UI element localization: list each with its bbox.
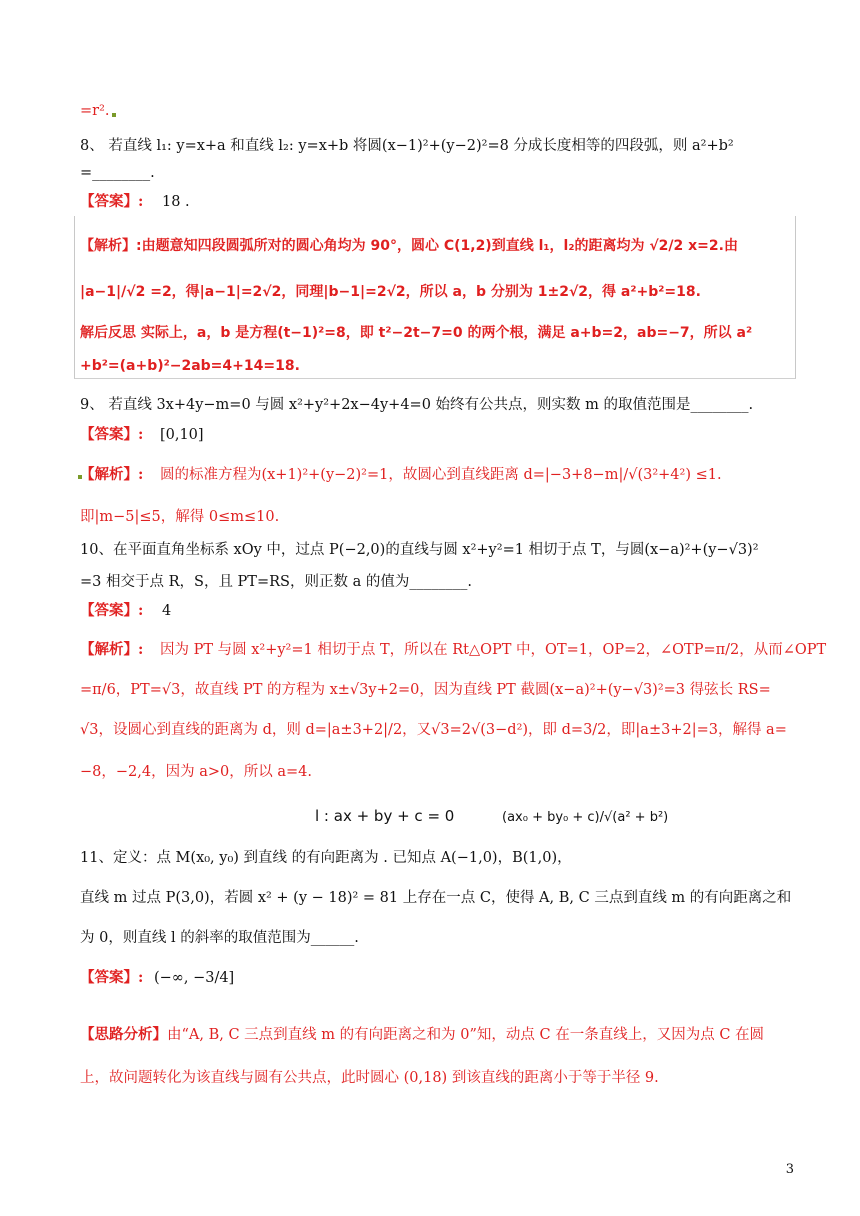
answer-11 bbox=[80, 968, 800, 988]
analysis-label: 【解析】: bbox=[80, 641, 144, 658]
analysis-10-line-2: =π/6，PT=√3，故直线 PT 的方程为 x±√3y+2=0，因为直线 PT 截圆(x−a)²+(y−√3)²=3 得弦长 RS= bbox=[80, 682, 771, 698]
page-number: 3 bbox=[785, 1162, 794, 1177]
analysis-8-line-4: +b²=(a+b)²−2ab=4+14=18. bbox=[80, 358, 300, 374]
green-dot-marker bbox=[112, 113, 116, 117]
analysis-text: 圆的标准方程为(x+1)²+(y−2)²=1，故圆心到直线距离 d=|−3+8−m|/√(3²+4²) ≤1. bbox=[159, 467, 722, 483]
analysis-8-line-3: 解后反思 实际上，a，b 是方程(t−1)²=8，即 t²−2t−7=0 的两个根，满足 a+b=2，ab=−7，所以 a² bbox=[80, 325, 753, 341]
line-equation-formula: l : ax + by + c = 0 bbox=[315, 807, 455, 825]
directed-distance-formula: (ax₀ + by₀ + c)/√(a² + b²) bbox=[502, 810, 669, 825]
analysis-10-line-4: −8，−2,4，因为 a>0，所以 a=4. bbox=[80, 764, 312, 780]
question-9: 9、 若直线 3x+4y−m=0 与圆 x²+y²+2x−4y+4=0 始终有公共点，则实数 m 的取值范围是________. bbox=[80, 397, 754, 413]
analysis-text: 因为 PT 与圆 x²+y²=1 相切于点 T，所以在 Rt△OPT 中，OT=1，OP=2，∠OTP=π/2，从而∠OPT bbox=[159, 642, 827, 658]
analysis-10-line-3: √3，设圆心到直线的距离为 d，则 d=|a±3+2|/2，又√3=2√(3−d²)，即 d=3/2，即|a±3+2|=3，解得 a= bbox=[80, 722, 787, 738]
question-10-line-2: =3 相交于点 R，S，且 PT=RS，则正数 a 的值为________. bbox=[80, 574, 472, 590]
answer-label: 【答案】: bbox=[80, 426, 144, 443]
analysis-11-line-2: 上，故问题转化为该直线与圆有公共点，此时圆心 (0,18) 到该直线的距离小于等于半径 9. bbox=[80, 1070, 659, 1086]
question-10-line-1: 10、在平面直角坐标系 xOy 中，过点 P(−2,0)的直线与圆 x²+y²=1 相切于点 T，与圆(x−a)²+(y−√3)² bbox=[80, 542, 759, 558]
analysis-10-line-1 bbox=[80, 640, 827, 660]
analysis-8-line-2: |a−1|/√2 =2，得|a−1|=2√2，同理|b−1|=2√2，所以 a，b 分别为 1±2√2，得 a²+b²=18. bbox=[80, 284, 701, 300]
analysis-8-line-1 bbox=[80, 236, 800, 256]
answer-value: 18 . bbox=[161, 194, 190, 210]
analysis-text: 由题意知四段圆弧所对的圆心角均为 90°，圆心 C(1,2)到直线 l₁，l₂的距离均为 √2/2 x=2.由 bbox=[141, 238, 738, 254]
analysis-text: 由“A, B, C 三点到直线 m 的有向距离之和为 0”知，动点 C 在一条直线上，又因为点 C 在圆 bbox=[167, 1027, 765, 1043]
analysis-9-line-2: 即|m−5|≤5，解得 0≤m≤10. bbox=[80, 509, 280, 525]
answer-9 bbox=[80, 425, 800, 445]
answer-value: 4 bbox=[161, 603, 172, 619]
question-8-line-2: =________. bbox=[80, 165, 155, 181]
question-8-line-1: 8、 若直线 l₁: y=x+a 和直线 l₂: y=x+b 将圆(x−1)²+(y−2)²=8 分成长度相等的四段弧，则 a²+b² bbox=[80, 138, 734, 154]
analysis-11-line-1 bbox=[80, 1025, 800, 1045]
analysis-label: 【解析】: bbox=[80, 238, 142, 254]
analysis-label: 【思路分析】 bbox=[80, 1026, 167, 1043]
answer-value: [0,10] bbox=[159, 427, 204, 443]
answer-label: 【答案】: bbox=[80, 602, 144, 619]
answer-10 bbox=[80, 601, 800, 621]
answer-8 bbox=[80, 192, 800, 212]
question-11-line-2: 直线 m 过点 P(3,0)，若圆 x² + (y − 18)² = 81 上存在一点 C，使得 A, B, C 三点到直线 m 的有向距离之和 bbox=[80, 890, 792, 906]
analysis-9-line-1 bbox=[80, 465, 800, 485]
analysis-label: 【解析】: bbox=[80, 466, 144, 483]
question-11-line-3: 为 0，则直线 l 的斜率的取值范围为______. bbox=[80, 930, 359, 946]
answer-value: (−∞, −3/4] bbox=[153, 970, 235, 986]
question-11-line-1: 11、定义：点 M(x₀, y₀) 到直线 的有向距离为 . 已知点 A(−1,0)，B(1,0)， bbox=[80, 850, 572, 866]
continuation-line: =r². bbox=[80, 103, 110, 119]
answer-label: 【答案】: bbox=[80, 969, 144, 986]
answer-label: 【答案】: bbox=[80, 193, 144, 210]
